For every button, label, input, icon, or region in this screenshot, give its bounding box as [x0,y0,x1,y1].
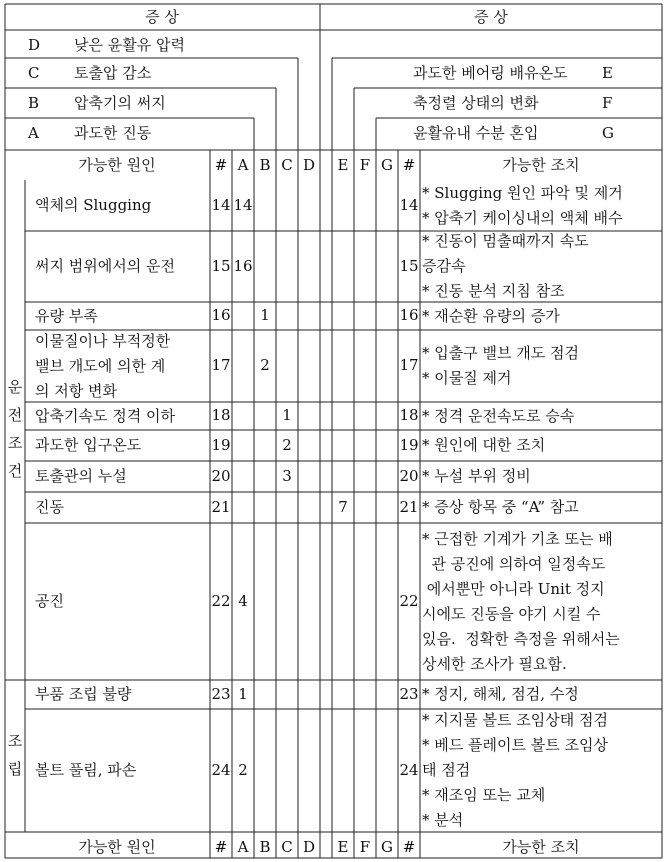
row-number: 17 [211,356,231,374]
row-number: 18 [211,406,231,424]
action-text: 시에도 진동을 야기 시킬 수 [422,604,601,623]
action-text: * 입출구 밸브 개도 점검 [422,344,579,362]
header-col-d: D [302,156,316,174]
action-text: * 진동 분석 지침 참조 [422,282,565,300]
header-col-num2: # [402,156,416,174]
group-label-char: 운 [7,378,23,396]
symptom-label-c: 토출압 감소 [74,64,152,82]
action-text: * 지지물 볼트 조임상태 점검 [422,711,608,729]
row-number-right: 16 [399,306,419,324]
action-text: * 재조임 또는 교체 [422,786,546,804]
footer-col-d: D [302,838,316,856]
cause-text: 액체의 Slugging [35,196,152,214]
header-col-f: F [359,156,371,174]
row-number: 22 [211,591,231,610]
cause-text: 유량 부족 [35,306,98,325]
row-number-right: 17 [399,356,419,374]
group-label-char: 건 [7,462,23,480]
action-text: * 원인에 대한 조치 [422,436,546,454]
row-number-right: 14 [399,195,419,214]
symptom-code-b: 2 [260,356,270,374]
header-col-g: G [381,156,393,174]
symptom-letter-f: F [602,94,613,112]
action-text: * 분석 [422,811,464,829]
row-number-right: 22 [399,591,419,610]
header-action-label: 가능한 조치 [502,156,580,174]
group-label-char: 조 [7,434,23,452]
row-number: 21 [211,497,231,516]
row-number: 16 [211,306,231,324]
cause-text: 써지 범위에서의 운전 [35,257,175,275]
action-text: * 근접한 기계가 기초 또는 배 [422,529,613,548]
symptom-code-a: 1 [238,684,248,703]
footer-col-b: B [259,838,271,856]
row-number: 24 [211,760,231,779]
symptoms-heading-left: 증 상 [145,8,179,26]
action-text: * 누설 부위 정비 [422,467,531,485]
symptom-label-e: 과도한 베어링 배유온도 [413,64,568,82]
action-text: 에서뿐만 아니라 Unit 정지 [422,579,605,598]
row-number: 14 [211,195,231,214]
symptom-letter-b: B [28,94,40,112]
symptoms-heading-right: 증 상 [474,8,508,26]
footer-col-a: A [237,838,249,856]
symptom-label-g: 윤활유내 수분 혼입 [413,124,539,142]
symptom-letter-g: G [602,124,614,142]
footer-col-g: G [381,838,393,856]
symptom-code-e: 7 [338,497,348,516]
footer-cause-label: 가능한 원인 [78,838,156,856]
action-text: 있음. 정확한 측정을 위해서는 [422,629,620,648]
action-text: 관 공진에 의하여 일정속도 [422,554,606,573]
symptom-code-b: 1 [260,306,270,324]
symptom-code-a: 4 [238,591,248,610]
header-col-num: # [214,156,228,174]
footer-col-num: # [214,838,228,856]
action-text: 상세한 조사가 필요함. [422,654,567,673]
action-text: * 진동이 멈출때까지 속도 [422,232,589,250]
header-col-e: E [337,156,349,174]
row-number: 23 [211,684,231,703]
header-cause-label: 가능한 원인 [78,156,156,174]
footer-col-e: E [337,838,349,856]
cause-text: 압축기속도 정격 이하 [35,406,175,425]
row-number: 15 [211,256,231,275]
action-text: * Slugging 원인 파악 및 제거 [422,183,623,202]
symptom-code-a: 16 [233,256,253,275]
row-number-right: 18 [399,406,419,424]
action-text: 증감속 [422,257,466,275]
row-number-right: 21 [399,497,419,516]
cause-text: 진동 [35,498,64,516]
group-label-char: 립 [7,760,23,778]
header-col-b: B [259,156,271,174]
symptom-label-d: 낮은 윤활유 압력 [74,36,185,54]
symptom-label-a: 과도한 진동 [74,124,152,142]
cause-text: 의 저항 변화 [35,381,117,400]
row-number: 19 [211,435,231,454]
symptom-code-c: 1 [282,406,292,424]
cause-text: 이물질이나 부적정한 [35,331,171,350]
group-label-char: 전 [7,406,23,424]
symptom-code-a: 14 [233,195,253,214]
footer-col-c: C [281,838,293,856]
symptom-letter-c: C [28,64,40,82]
action-text: * 재순환 유량의 증가 [422,306,560,325]
symptom-label-f: 축정렬 상태의 변화 [413,94,539,112]
footer-col-num2: # [402,838,416,856]
row-number: 20 [211,466,231,485]
action-text: * 베드 플레이트 볼트 조임상 [422,736,608,754]
symptom-code-c: 3 [282,466,292,485]
row-number-right: 19 [399,435,419,454]
cause-text: 부품 조립 불량 [35,685,132,703]
footer-action-label: 가능한 조치 [502,838,580,856]
footer-col-f: F [359,838,371,856]
action-text: 태 점검 [422,761,471,779]
cause-text: 공진 [35,592,64,610]
cause-text: 볼트 풀림, 파손 [35,761,137,779]
symptom-code-c: 2 [282,435,292,454]
action-text: * 정지, 해체, 점검, 수정 [422,685,579,703]
action-text: * 증상 항목 중 “A” 참고 [422,498,579,516]
symptom-letter-e: E [602,64,613,82]
row-number-right: 23 [399,684,419,703]
row-number-right: 20 [399,466,419,485]
symptom-code-a: 2 [238,760,248,779]
group-label-char: 조 [7,732,23,750]
symptom-letter-d: D [28,36,41,54]
row-number-right: 15 [399,256,419,275]
action-text: * 이물질 제거 [422,369,512,387]
cause-text: 토출관의 누설 [35,467,127,485]
row-number-right: 24 [399,760,419,779]
symptom-label-b: 압축기의 써지 [74,94,166,112]
action-text: * 정격 운전속도로 승속 [422,406,575,425]
cause-text: 밸브 개도에 의한 계 [35,356,166,375]
header-col-a: A [237,156,249,174]
cause-text: 과도한 입구온도 [35,436,142,454]
header-col-c: C [281,156,293,174]
action-text: * 압축기 케이싱내의 액체 배수 [422,208,623,227]
symptom-letter-a: A [28,124,39,142]
